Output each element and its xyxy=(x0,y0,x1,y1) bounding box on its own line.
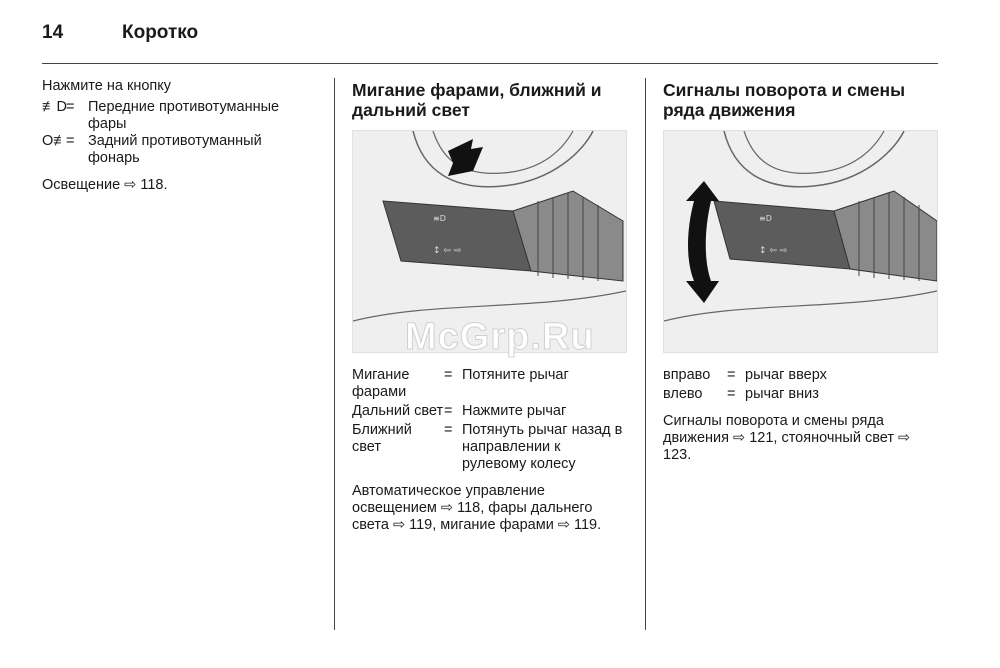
svg-text:↕ ⇦ ⇨: ↕ ⇦ ⇨ xyxy=(759,246,788,256)
front-fog-row: ≢D = Передние противотуманные фары xyxy=(42,99,317,133)
page-header xyxy=(42,22,938,62)
column-divider xyxy=(645,78,646,630)
turn-signal-lever-illustration xyxy=(663,130,938,353)
def-right: вправо = рычаг вверх xyxy=(663,367,827,383)
def-left: влево = рычаг вниз xyxy=(663,386,819,402)
auto-lighting-reference: Автоматическое управление освещением ⇨ 118, фары дальнего света ⇨ 119, мигание фарами ⇨ 119. xyxy=(352,483,602,533)
front-fog-light-icon: ≢D xyxy=(42,99,67,115)
svg-text:↕ ⇦ ⇨: ↕ ⇦ ⇨ xyxy=(433,246,462,256)
front-fog-label: Передние противотуманные фары xyxy=(88,99,280,132)
def-low-beam: Ближний свет = Потянуть рычаг назад в направлении к рулевому колесу xyxy=(352,422,623,472)
chapter-title: Коротко xyxy=(122,22,199,43)
watermark: McGrp.Ru xyxy=(405,316,595,358)
rear-fog-light-icon: O≢ xyxy=(42,133,68,149)
header-divider xyxy=(42,63,938,64)
column-fog-lights xyxy=(42,78,317,204)
rear-fog-row: O≢ = Задний противотуманный фонарь xyxy=(42,133,317,167)
section-heading: Сигналы поворота и смены ряда движения xyxy=(663,80,906,120)
press-button-text: Нажмите на кнопку xyxy=(42,78,171,94)
section-heading: Мигание фарами, ближний и дальний свет xyxy=(352,80,602,120)
page-number: 14 xyxy=(42,22,64,43)
svg-text:≡D: ≡D xyxy=(433,214,446,223)
turn-signal-reference: Сигналы поворота и смены ряда движения ⇨ 121, стояночный свет ⇨ 123. xyxy=(663,413,911,463)
column-turn-signals xyxy=(663,78,938,474)
svg-text:≡D: ≡D xyxy=(759,214,772,223)
column-divider xyxy=(334,78,335,630)
lighting-reference: Освещение ⇨ 118. xyxy=(42,177,168,193)
def-high-beam: Дальний свет = Нажмите рычаг xyxy=(352,403,567,419)
rear-fog-label: Задний противотуманный фонарь xyxy=(88,133,262,166)
column-headlight-flash xyxy=(352,78,627,544)
def-flash: Мигание фарами = Потяните рычаг xyxy=(352,367,569,400)
